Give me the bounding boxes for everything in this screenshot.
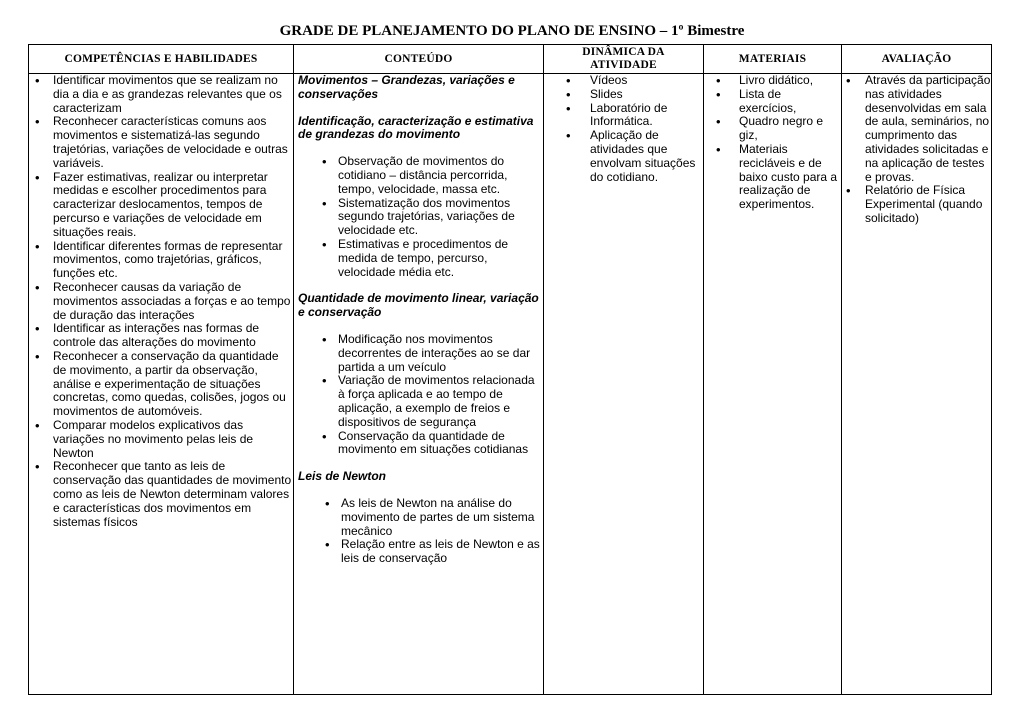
competencias-list [29,74,293,529]
list-item: • Livro didático, [704,74,841,88]
list-item: • Observação de movimentos do cotidiano – distância percorrida, tempo, velocidade, massa etc. [304,155,543,196]
list-item: • Reconhecer características comuns aos movimentos e sistematizá-las segundo trajetórias, variações de velocidade e outras variáveis. [29,115,293,170]
list-item: • Relatório de Física Experimental (quando solicitado) [842,184,991,225]
list-item: • Comparar modelos explicativos das variações no movimento pelas leis de Newton [29,419,293,460]
list-item: • Laboratório de Informática. [544,102,703,130]
leis-newton-list [307,497,543,566]
list-item: • Conservação da quantidade de movimento em situações cotidianas [304,430,543,458]
list-item: • Identificar diferentes formas de representar movimentos, como trajetórias, gráficos, funções etc. [29,240,293,281]
list-item: • Através da participação nas atividades desenvolvidas em sala de aula, seminários, no cumprimento das atividades solicitadas e na aplicação de testes e provas. [842,74,991,184]
list-item: • Materiais recicláveis e de baixo custo para a realização de experimentos. [704,143,841,212]
content-row [29,74,992,695]
page-title: GRADE DE PLANEJAMENTO DO PLANO DE ENSINO – 1º Bimestre [279,23,745,39]
header-row [29,45,992,74]
section-title-leis-newton: Leis de Newton [298,469,387,484]
list-item: • Reconhecer causas da variação de movimentos associadas a forças e ao tempo de duração das interações [29,281,293,322]
planning-table [28,44,992,695]
list-item: • Slides [544,88,703,102]
header-avaliacao: AVALIAÇÃO [842,45,992,74]
header-dinamica-line1: DINÂMICA DA [582,46,665,58]
list-item: • As leis de Newton na análise do movimento de partes de um sistema mecânico [307,497,543,538]
conteudo-cell [294,74,544,695]
list-item: • Reconhecer que tanto as leis de conservação das quantidades de movimento como as leis de Newton determinam valores e características dos movimentos em sistemas físicos [29,460,293,529]
header-competencias: COMPETÊNCIAS E HABILIDADES [29,45,294,74]
list-item: • Fazer estimativas, realizar ou interpretar medidas e escolher procedimentos para caracterizar deslocamentos, tempos de percurso e variações de velocidade em situações reais. [29,171,293,240]
list-item: • Reconhecer a conservação da quantidade de movimento, a partir da observação, análise e experimentação de situações concretas, como quedas, colisões, jogos ou movimentos de automóveis. [29,350,293,419]
list-item: • Identificar movimentos que se realizam no dia a dia e as grandezas relevantes que os caracterizam [29,74,293,115]
header-conteudo: CONTEÚDO [294,45,544,74]
list-item: • Quadro negro e giz, [704,115,841,143]
avaliacao-list [842,74,991,226]
list-item: • Relação entre as leis de Newton e as leis de conservação [307,538,543,566]
section-title-identificacao: Identificação, caracterização e estimativa de grandezas do movimento [298,113,534,142]
list-item: • Sistematização dos movimentos segundo trajetórias, variações de velocidade etc. [304,197,543,238]
list-item: • Vídeos [544,74,703,88]
materiais-list [704,74,841,212]
list-item: • Lista de exercícios, [704,88,841,116]
dinamica-list [544,74,703,184]
competencias-cell [29,74,294,695]
list-item: • Identificar as interações nas formas de controle das alterações do movimento [29,322,293,350]
avaliacao-cell [842,74,992,695]
quantidade-list [304,333,543,457]
section-title-quantidade: Quantidade de movimento linear, variação e conservação [298,291,539,320]
header-dinamica-line2: ATIVIDADE [590,59,657,71]
materiais-cell [704,74,842,695]
list-item: • Aplicação de atividades que envolvam situações do cotidiano. [544,129,703,184]
header-dinamica [544,45,704,74]
list-item: • Variação de movimentos relacionada à força aplicada e ao tempo de aplicação, a exemplo de freios e dispositivos de segurança [304,374,543,429]
list-item: • Estimativas e procedimentos de medida de tempo, percurso, velocidade média etc. [304,238,543,279]
list-item: • Modificação nos movimentos decorrentes de interações ao se dar partida a um veículo [304,333,543,374]
section-title-movimentos: Movimentos – Grandezas, variações e conservações [298,73,515,101]
header-materiais: MATERIAIS [704,45,842,74]
identificacao-list [304,155,543,279]
dinamica-cell [544,74,704,695]
